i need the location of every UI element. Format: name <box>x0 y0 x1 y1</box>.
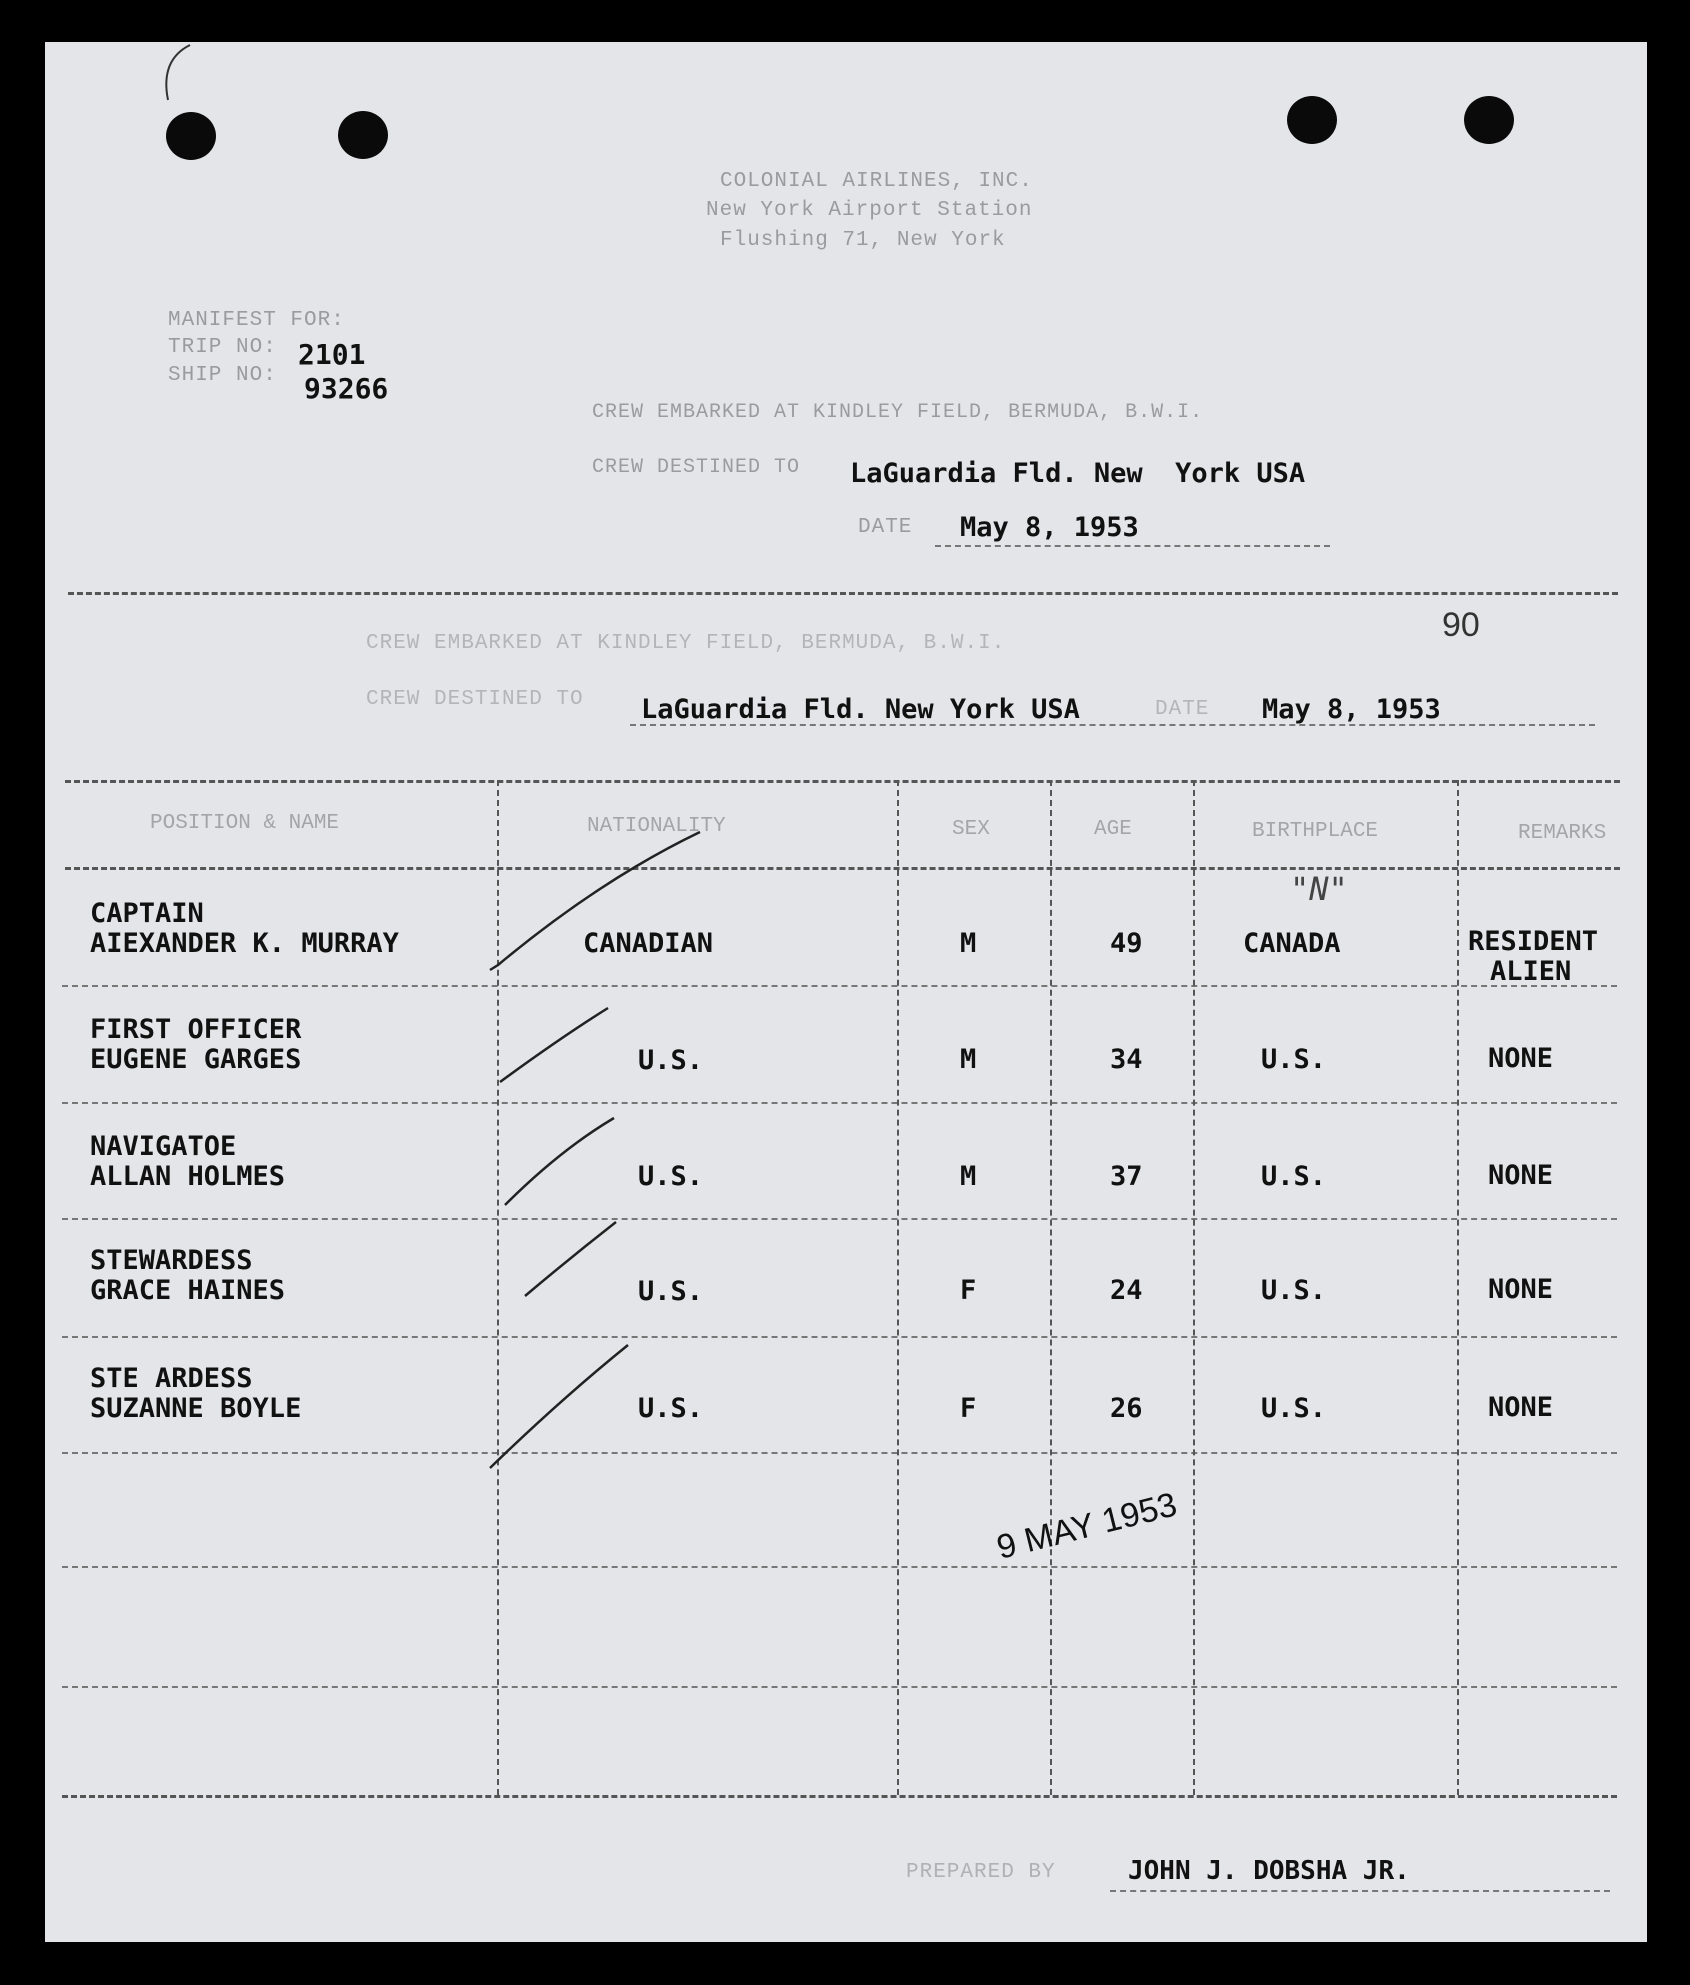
upper-date-label: DATE <box>858 516 913 539</box>
row2-name: EUGENE GARGES <box>90 1044 302 1075</box>
row4-age: 24 <box>1110 1275 1143 1306</box>
row4-name: GRACE HAINES <box>90 1275 286 1306</box>
col-header-birthplace: BIRTHPLACE <box>1252 820 1379 843</box>
row1-remarks-line2: ALIEN <box>1490 956 1572 987</box>
prepared-by-underline <box>1110 1890 1610 1892</box>
row2-nationality: U.S. <box>638 1045 704 1076</box>
row5-age: 26 <box>1110 1393 1143 1424</box>
lower-destined-label: CREW DESTINED TO <box>366 688 584 711</box>
row1-age: 49 <box>1110 928 1143 959</box>
station-address: Flushing 71, New York <box>720 229 1006 252</box>
row2-position: FIRST OFFICER <box>90 1014 302 1045</box>
upper-destination: LaGuardia Fld. New York USA <box>850 458 1306 489</box>
row4-sex: F <box>960 1275 977 1306</box>
row3-name: ALLAN HOLMES <box>90 1161 286 1192</box>
manifest-label: MANIFEST FOR: <box>168 309 345 332</box>
row3-remarks: NONE <box>1488 1160 1554 1191</box>
company-name: COLONIAL AIRLINES, INC. <box>720 170 1033 193</box>
col-header-position: POSITION & NAME <box>150 812 340 835</box>
row1-name: AIEXANDER K. MURRAY <box>90 928 399 959</box>
row1-position: CAPTAIN <box>90 898 204 929</box>
handwritten-annotation: "N" <box>1290 870 1348 908</box>
station-name: New York Airport Station <box>706 199 1033 222</box>
row3-nationality: U.S. <box>638 1161 704 1192</box>
row1-birthplace: CANADA <box>1243 928 1341 959</box>
corner-pen-mark <box>166 45 190 100</box>
row4-position: STEWARDESS <box>90 1245 253 1276</box>
received-date-stamp: 9 MAY 1953 <box>993 1485 1181 1567</box>
trip-label: TRIP NO: <box>168 336 277 359</box>
row5-name: SUZANNE BOYLE <box>90 1393 302 1424</box>
col-header-sex: SEX <box>952 818 990 841</box>
prepared-by-name: JOHN J. DOBSHA JR. <box>1128 1856 1410 1886</box>
lower-destination: LaGuardia Fld. New York USA <box>641 694 1080 725</box>
row3-sex: M <box>960 1161 977 1192</box>
row4-birthplace: U.S. <box>1261 1275 1327 1306</box>
row1-remarks: RESIDENT <box>1468 926 1599 957</box>
row2-sex: M <box>960 1044 977 1075</box>
row5-nationality: U.S. <box>638 1393 704 1424</box>
row5-birthplace: U.S. <box>1261 1393 1327 1424</box>
row1-sex: M <box>960 928 977 959</box>
lower-date-label: DATE <box>1155 698 1210 721</box>
row3-position: NAVIGATOE <box>90 1131 237 1162</box>
prepared-by-label: PREPARED BY <box>906 1861 1056 1884</box>
row4-nationality: U.S. <box>638 1276 704 1307</box>
ship-number: 93266 <box>304 372 389 405</box>
row2-remarks: NONE <box>1488 1043 1554 1074</box>
col-header-remarks: REMARKS <box>1518 822 1607 845</box>
row1-nationality: CANADIAN <box>583 928 714 959</box>
row2-birthplace: U.S. <box>1261 1044 1327 1075</box>
lower-embarked: CREW EMBARKED AT KINDLEY FIELD, BERMUDA, B.W.I. <box>366 632 1006 655</box>
upper-date: May 8, 1953 <box>960 512 1139 543</box>
page-number: 90 <box>1442 606 1480 644</box>
check-mark-row4 <box>525 1222 616 1296</box>
col-header-age: AGE <box>1094 818 1132 841</box>
upper-destined-label: CREW DESTINED TO <box>592 456 801 479</box>
row2-age: 34 <box>1110 1044 1143 1075</box>
ship-label: SHIP NO: <box>168 364 277 387</box>
row3-birthplace: U.S. <box>1261 1161 1327 1192</box>
check-mark-row3 <box>505 1118 614 1205</box>
trip-number: 2101 <box>298 338 366 371</box>
row3-age: 37 <box>1110 1161 1143 1192</box>
lower-date: May 8, 1953 <box>1262 694 1441 725</box>
check-mark-row1 <box>490 832 700 970</box>
check-mark-row2 <box>500 1008 608 1082</box>
row5-position: STE ARDESS <box>90 1363 253 1394</box>
row5-sex: F <box>960 1393 977 1424</box>
row4-remarks: NONE <box>1488 1274 1554 1305</box>
col-header-nationality: NATIONALITY <box>587 815 726 838</box>
row5-remarks: NONE <box>1488 1392 1554 1423</box>
check-mark-row5 <box>490 1345 628 1468</box>
upper-embarked: CREW EMBARKED AT KINDLEY FIELD, BERMUDA, B.W.I. <box>592 401 1204 424</box>
